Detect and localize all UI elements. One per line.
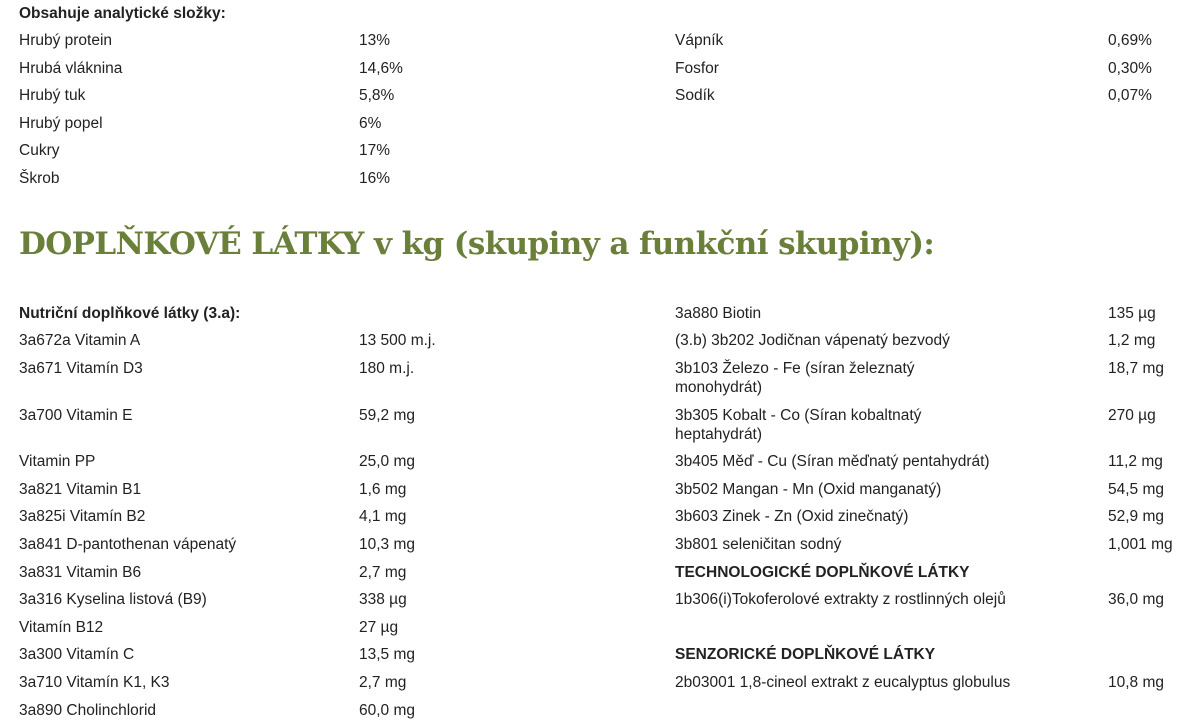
technological-item-value: 36,0 mg (1108, 591, 1165, 608)
nutrient-name: 3a880 Biotin (675, 305, 762, 322)
nutrient-name: 3a700 Vitamin E (19, 407, 133, 424)
analytical-left-value: 6% (359, 115, 382, 132)
nutrient-name: 3a672a Vitamin A (19, 332, 141, 349)
nutrient-value: 135 µg (1108, 305, 1156, 322)
analytical-left-value: 17% (359, 142, 391, 159)
analytical-left-value: 13% (359, 32, 391, 49)
nutrient-value: 2,7 mg (359, 674, 407, 691)
nutrient-value: 18,7 mg (1108, 360, 1165, 377)
nutrient-value: 27 µg (359, 619, 399, 636)
technological-heading: TECHNOLOGICKÉ DOPLŇKOVÉ LÁTKY (675, 564, 970, 581)
nutrient-value: 270 µg (1108, 407, 1156, 424)
analytical-heading: Obsahuje analytické složky: (19, 5, 226, 22)
nutrient-value: 1,6 mg (359, 481, 407, 498)
nutrient-name: 3b305 Kobalt - Co (Síran kobaltnatý heptahydrát) (675, 407, 922, 443)
analytical-right-name: Sodík (675, 87, 715, 104)
nutrient-value: 60,0 mg (359, 702, 416, 719)
nutrient-name: 3b502 Mangan - Mn (Oxid manganatý) (675, 481, 942, 498)
nutrient-name: 3a890 Cholinchlorid (19, 702, 157, 719)
nutrient-name: 3b103 Železo - Fe (síran železnatý monohydrát) (675, 360, 915, 396)
nutrient-name: Vitamín B12 (19, 619, 104, 636)
nutrient-name: 3a825i Vitamín B2 (19, 508, 146, 525)
analytical-right-value: 0,07% (1108, 87, 1152, 104)
nutrient-value: 10,3 mg (359, 536, 416, 553)
nutrient-name: 3b405 Měď - Cu (Síran měďnatý pentahydrát) (675, 453, 990, 470)
nutrient-name: 3a316 Kyselina listová (B9) (19, 591, 207, 608)
nutrient-value: 1,2 mg (1108, 332, 1156, 349)
nutrient-value: 180 m.j. (359, 360, 415, 377)
nutrient-name: 3b801 seleničitan sodný (675, 536, 842, 553)
sensory-item-value: 10,8 mg (1108, 674, 1165, 691)
nutrient-name: 3a841 D-pantothenan vápenatý (19, 536, 237, 553)
nutrient-value: 4,1 mg (359, 508, 407, 525)
nutrient-value: 25,0 mg (359, 453, 416, 470)
nutritional-heading: Nutriční doplňkové látky (3.a): (19, 305, 241, 322)
nutrient-name: 3b603 Zinek - Zn (Oxid zinečnatý) (675, 508, 909, 525)
nutrient-value: 13 500 m.j. (359, 332, 436, 349)
nutrient-name: (3.b) 3b202 Jodičnan vápenatý bezvodý (675, 332, 950, 349)
nutrient-value: 11,2 mg (1108, 453, 1163, 470)
analytical-left-name: Škrob (19, 170, 60, 187)
analytical-right-value: 0,30% (1108, 60, 1152, 77)
additives-title: DOPLŇKOVÉ LÁTKY v kg (skupiny a funkční skupiny): (19, 226, 935, 262)
nutrient-name: Vitamin PP (19, 453, 96, 470)
nutrient-value: 338 µg (359, 591, 407, 608)
nutrient-value: 13,5 mg (359, 646, 416, 663)
nutrient-value: 59,2 mg (359, 407, 416, 424)
analytical-left-name: Hrubá vláknina (19, 60, 123, 77)
analytical-left-value: 16% (359, 170, 391, 187)
nutrient-value: 2,7 mg (359, 564, 407, 581)
nutrient-value: 52,9 mg (1108, 508, 1165, 525)
analytical-left-name: Hrubý protein (19, 32, 113, 49)
technological-item-name: 1b306(i)Tokoferolové extrakty z rostlinných olejů (675, 591, 1006, 608)
nutrient-name: 3a671 Vitamín D3 (19, 360, 143, 377)
nutrient-name: 3a831 Vitamin B6 (19, 564, 142, 581)
analytical-left-name: Hrubý tuk (19, 87, 86, 104)
analytical-right-name: Fosfor (675, 60, 719, 77)
analytical-left-name: Hrubý popel (19, 115, 103, 132)
nutrient-value: 1,001 mg (1108, 536, 1173, 553)
nutrient-name: 3a821 Vitamin B1 (19, 481, 142, 498)
analytical-right-value: 0,69% (1108, 32, 1152, 49)
sensory-item-name: 2b03001 1,8-cineol extrakt z eucalyptus globulus (675, 674, 1011, 691)
nutrient-name: 3a710 Vitamín K1, K3 (19, 674, 170, 691)
analytical-left-value: 14,6% (359, 60, 403, 77)
nutrient-name: 3a300 Vitamín C (19, 646, 135, 663)
analytical-left-value: 5,8% (359, 87, 395, 104)
sensory-heading: SENZORICKÉ DOPLŇKOVÉ LÁTKY (675, 646, 936, 663)
analytical-right-name: Vápník (675, 32, 724, 49)
analytical-left-name: Cukry (19, 142, 60, 159)
nutrient-value: 54,5 mg (1108, 481, 1165, 498)
